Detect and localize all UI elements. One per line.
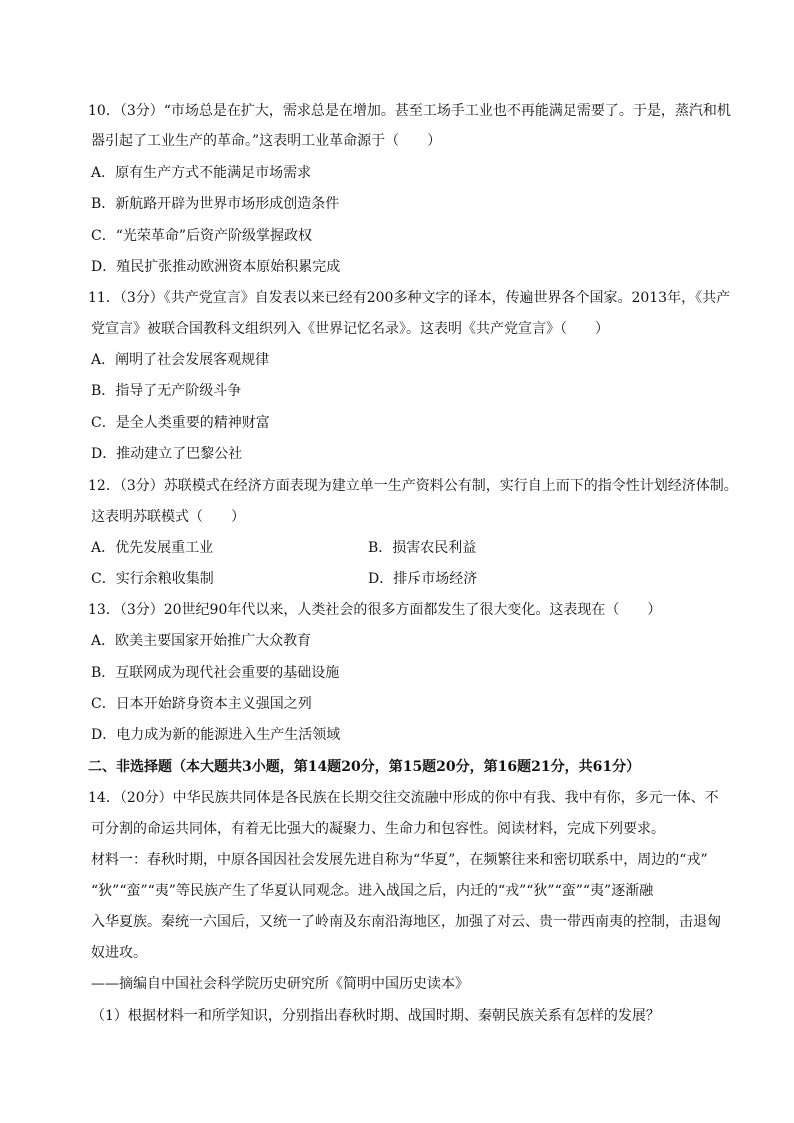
q14-subquestion-1: （1）根据材料一和所学知识，分别指出春秋时期、战国时期、秦朝民族关系有怎样的发展？ xyxy=(91,1008,660,1024)
q12-option-d: D．排斥市场经济 xyxy=(368,571,478,587)
q12-stem-line2: 这表明苏联模式（ ） xyxy=(91,509,245,525)
q10-option-c: C．“光荣革命”后资产阶级掌握政权 xyxy=(91,228,313,244)
q14-material-line2: “狄”“蛮”“夷”等民族产生了华夏认同观念。进入战国之后，内迁的“戎”“狄”“蛮”“夷”逐渐融 xyxy=(91,883,654,899)
q11-stem-line2: 党宣言》被联合国教科文组织列入《世界记忆名录》。这表明《共产党宣言》（ ） xyxy=(91,321,609,337)
q10-stem-line1: 10．（3分）“市场总是在扩大，需求总是在增加。甚至工场手工业也不再能满足需要了。于是，蒸汽和机 xyxy=(88,103,731,119)
q10-option-b: B．新航路开辟为世界市场形成创造条件 xyxy=(91,196,340,212)
q13-option-a: A．欧美主要国家开始推广大众教育 xyxy=(91,633,312,649)
q10-option-d: D．殖民扩张推动欧洲资本原始积累完成 xyxy=(91,259,341,275)
q11-option-a: A．阐明了社会发展客观规律 xyxy=(91,352,270,368)
q13-stem: 13．（3分）20世纪90年代以来，人类社会的很多方面都发生了很大变化。这表现在（ ） xyxy=(88,602,662,618)
q14-stem-line2: 可分割的命运共同体，有着无比强大的凝聚力、生命力和包容性。阅读材料，完成下列要求。 xyxy=(91,821,665,837)
q12-option-a: A．优先发展重工业 xyxy=(91,540,214,556)
q14-stem-line1: 14．（20分）中华民族共同体是各民族在长期交往交流融中形成的你中有我、我中有你，多元一体、不 xyxy=(88,790,719,806)
q13-option-c: C．日本开始跻身资本主义强国之列 xyxy=(91,696,312,712)
q14-material-line3: 入华夏族。秦统一六国后，又统一了岭南及东南沿海地区，加强了对云、贵一带西南夷的控制，击退匈 xyxy=(91,914,721,930)
q12-stem-line1: 12．（3分）苏联模式在经济方面表现为建立单一生产资料公有制，实行自上而下的指令性计划经济体制。 xyxy=(88,478,738,494)
q11-stem-line1: 11．（3分）《共产党宣言》自发表以来已经有200多种文字的译本，传遍世界各个国家。2013年，《共产 xyxy=(88,290,731,306)
q12-option-b: B．损害农民利益 xyxy=(368,540,477,556)
q13-option-d: D．电力成为新的能源进入生产生活领域 xyxy=(91,727,341,743)
q12-option-c: C．实行余粮收集制 xyxy=(91,571,214,587)
q11-option-c: C．是全人类重要的精神财富 xyxy=(91,415,270,431)
q14-material-line1: 材料一：春秋时期，中原各国因社会发展先进自称为“华夏”，在频繁往来和密切联系中，周边的“戎” xyxy=(91,852,708,868)
q11-option-d: D．推动建立了巴黎公社 xyxy=(91,446,243,462)
q11-option-b: B．指导了无产阶级斗争 xyxy=(91,383,242,399)
q10-option-a: A．原有生产方式不能满足市场需求 xyxy=(91,165,312,181)
q14-material-line4: 奴进攻。 xyxy=(91,945,147,961)
q13-option-b: B．互联网成为现代社会重要的基础设施 xyxy=(91,665,340,681)
q14-material-source: ——摘编自中国社会科学院历史研究所《简明中国历史读本》 xyxy=(91,976,469,992)
section-heading-non-choice: 二、非选择题（本大题共3小题，第14题20分，第15题20分，第16题21分，共61分） xyxy=(88,759,641,775)
q10-stem-line2: 器引起了工业生产的革命。”这表明工业革命源于（ ） xyxy=(91,133,442,149)
